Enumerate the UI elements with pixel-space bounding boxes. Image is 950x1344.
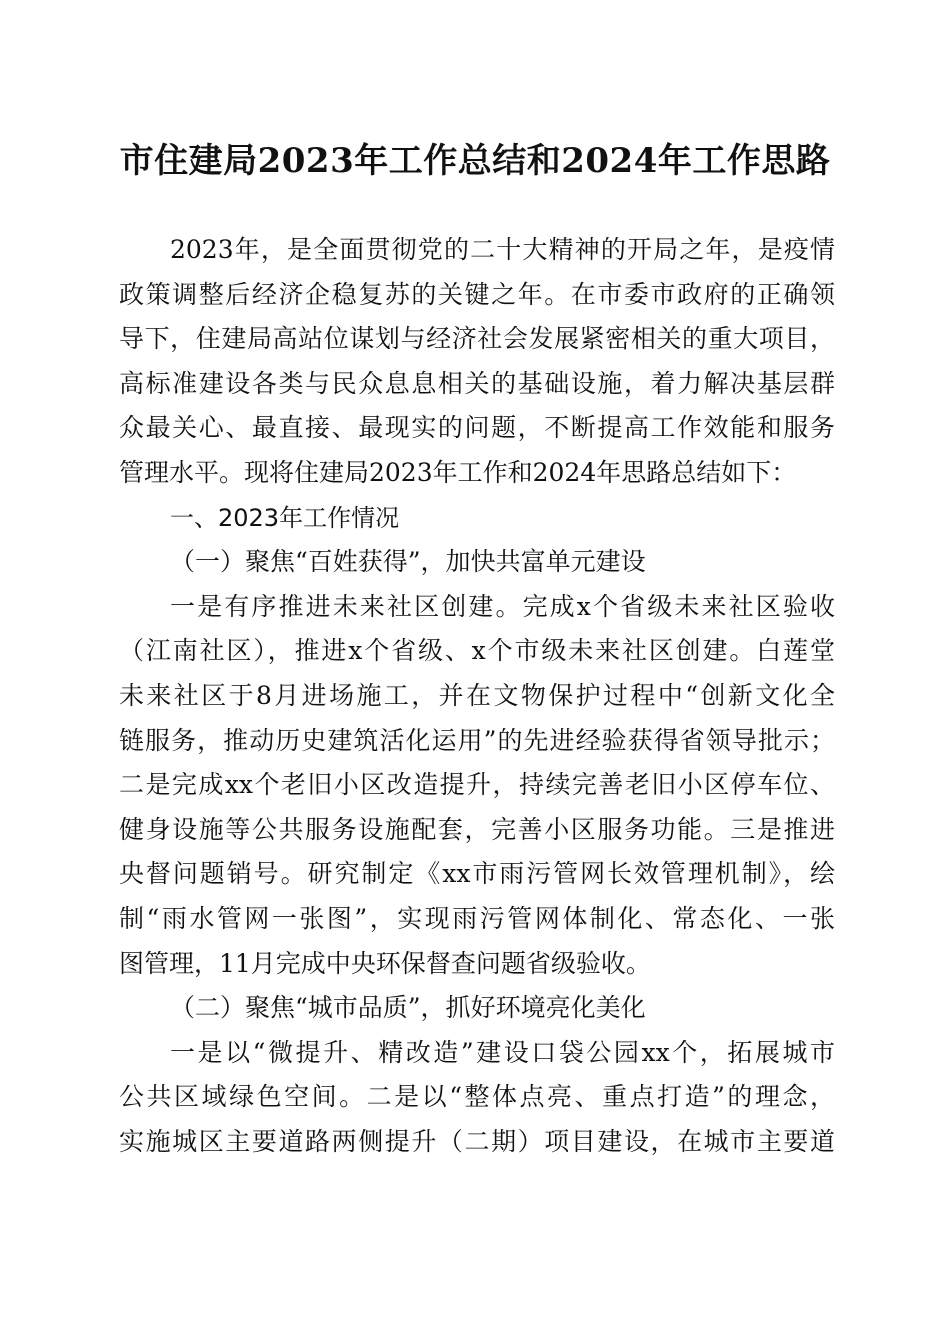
paragraph-line: 二是完成xx个老旧小区改造提升，持续完善老旧小区停车位、 [119,770,835,800]
paragraph-line: 一是有序推进未来社区创建。完成x个省级未来社区验收 [170,591,835,621]
section-heading: 一、2023年工作情况 [170,503,400,532]
document-title: 市住建局2023年工作总结和2024年工作思路 [119,141,831,181]
subsection-heading: （一）聚焦“百姓获得”，加快共富单元建设 [170,547,646,577]
subsection-heading: （二）聚焦“城市品质”，抓好环境亮化美化 [170,993,646,1023]
paragraph-line: （江南社区），推进x个省级、x个市级未来社区创建。白莲堂 [119,636,835,666]
paragraph-line: 公共区域绿色空间。二是以“整体点亮、重点打造”的理念， [119,1082,835,1112]
intro-line: 导下，住建局高站位谋划与经济社会发展紧密相关的重大项目， [119,324,835,354]
intro-line: 政策调整后经济企稳复苏的关键之年。在市委市政府的正确领 [119,279,835,309]
paragraph-line: 图管理，11月完成中央环保督查问题省级验收。 [119,948,651,978]
paragraph-line: 一是以“微提升、精改造”建设口袋公园xx个，拓展城市 [170,1037,835,1067]
intro-line: 众最关心、最直接、最现实的问题，不断提高工作效能和服务 [119,413,835,443]
paragraph-line: 未来社区于8月进场施工，并在文物保护过程中“创新文化全 [119,680,835,710]
paragraph-line: 制“雨水管网一张图”，实现雨污管网体制化、常态化、一张 [119,903,835,933]
paragraph-line: 健身设施等公共服务设施配套，完善小区服务功能。三是推进 [119,814,835,844]
intro-line: 2023年，是全面贯彻党的二十大精神的开局之年，是疫情 [170,235,835,264]
intro-line: 管理水平。现将住建局2023年工作和2024年思路总结如下： [119,457,797,487]
paragraph-line: 央督问题销号。研究制定《xx市雨污管网长效管理机制》，绘 [119,859,835,889]
intro-line: 高标准建设各类与民众息息相关的基础设施，着力解决基层群 [119,368,835,398]
document-body [119,228,835,1164]
paragraph-line: 实施城区主要道路两侧提升（二期）项目建设，在城市主要道 [119,1126,835,1156]
paragraph-line: 链服务，推动历史建筑活化运用”的先进经验获得省领导批示； [119,725,835,755]
